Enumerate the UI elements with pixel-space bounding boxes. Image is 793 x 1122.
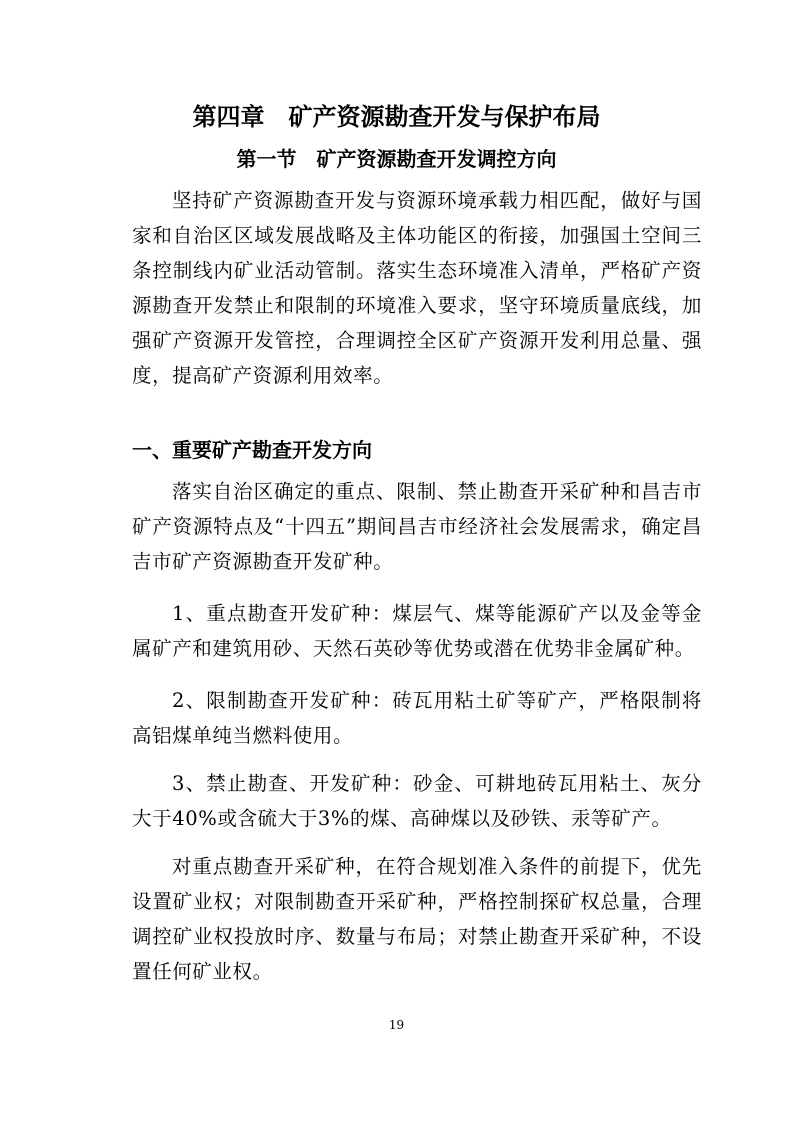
subheading: 一、重要矿产勘查开发方向 [132,438,372,462]
page-number: 19 [388,1018,405,1032]
intro-paragraph: 坚持矿产资源勘查开发与资源环境承载力相匹配，做好与国家和自治区区域发展战略及主体功能区的衔接，加强国土空间三条控制线内矿业活动管制。落实生态环境准入清单，严格矿产资源勘查开发禁止和限制的环境准入要求，坚守环境质量底线，加强矿产资源开发管控，合理调控全区矿产资源开发利用总量、强度，提高矿产资源利用效率。 [132,189,702,387]
paragraph-context: 落实自治区确定的重点、限制、禁止勘查开采矿种和昌吉市矿产资源特点及“十四五”期间昌吉市经济社会发展需求，确定昌吉市矿产资源勘查开发矿种。 [132,480,702,573]
section-title: 第一节 矿产资源勘查开发调控方向 [236,147,557,171]
paragraph-priority-minerals: 1、重点勘查开发矿种：煤层气、煤等能源矿产以及金等金属矿产和建筑用砂、天然石英砂等优势或潜在优势非金属矿种。 [132,602,702,660]
paragraph-rights-policy: 对重点勘查开采矿种，在符合规划准入条件的前提下，优先设置矿业权；对限制勘查开采矿种，严格控制探矿权总量，合理调控矿业权投放时序、数量与布局；对禁止勘查开采矿种，不设置任何矿业权。 [132,855,702,983]
paragraph-restricted-minerals: 2、限制勘查开发矿种：砖瓦用粘土矿等矿产，严格限制将高铝煤单纯当燃料使用。 [132,689,702,747]
paragraph-prohibited-minerals: 3、禁止勘查、开发矿种：砂金、可耕地砖瓦用粘土、灰分大于40%或含硫大于3%的煤、高砷煤以及砂铁、汞等矿产。 [132,772,702,830]
chapter-title: 第四章 矿产资源勘查开发与保护布局 [192,103,601,131]
